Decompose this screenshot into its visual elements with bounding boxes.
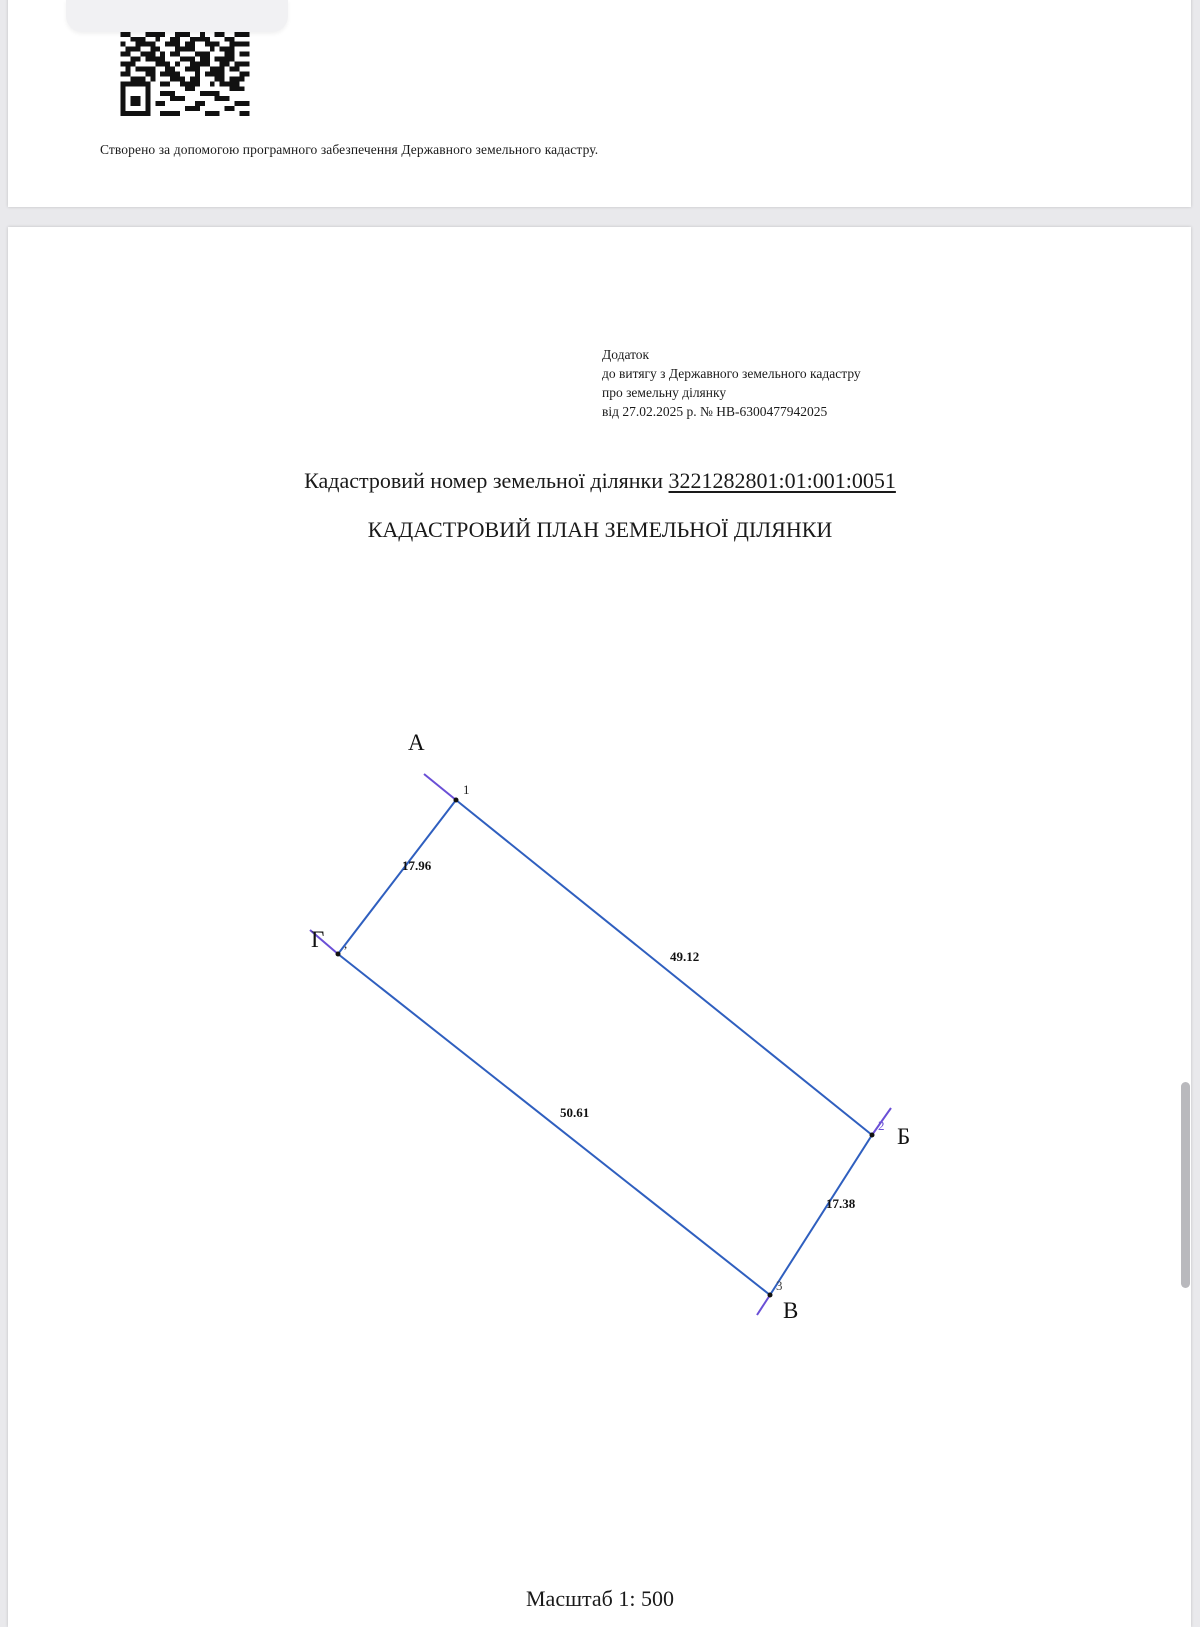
vertex-point	[768, 1293, 773, 1298]
appendix-line: про земельну ділянку	[602, 385, 727, 400]
vertex-number: 2	[878, 1118, 885, 1133]
side-length-label: 50.61	[560, 1105, 590, 1120]
vertex-number: 1	[463, 782, 470, 797]
boundary-side-a-b	[456, 800, 872, 1135]
corner-letter-g: Г	[311, 927, 325, 952]
corner-letter-a: А	[408, 730, 425, 755]
appendix-line: Додаток	[602, 347, 650, 362]
boundary-side-v-g	[338, 954, 770, 1295]
border-tick-a	[424, 774, 456, 800]
boundary-side-b-v	[770, 1135, 872, 1295]
border-tick-v	[757, 1295, 770, 1315]
plan-title: КАДАСТРОВИЙ ПЛАН ЗЕМЕЛЬНОЇ ДІЛЯНКИ	[367, 517, 833, 542]
vertical-scrollbar[interactable]	[1181, 1082, 1190, 1288]
appendix-line: від 27.02.2025 р. № НВ-6300477942025	[602, 404, 828, 419]
corner-letter-v: В	[783, 1298, 799, 1323]
vertex-point	[870, 1133, 875, 1138]
side-length-label: 17.38	[826, 1196, 856, 1211]
vertex-number: ,	[344, 936, 348, 951]
vertex-point	[336, 952, 341, 957]
vertex-number: 3	[776, 1278, 783, 1293]
vertex-point	[454, 798, 459, 803]
software-footer-note: Створено за допомогою програмного забезпечення Державного земельного кадастру.	[100, 142, 599, 157]
corner-letter-b: Б	[897, 1124, 911, 1149]
side-length-label: 49.12	[670, 949, 700, 964]
cadastral-number-label: Кадастровий номер земельної ділянки	[304, 468, 664, 493]
appendix-line: до витягу з Державного земельного кадастру	[602, 366, 861, 381]
boundary-side-g-a	[338, 800, 456, 954]
side-length-label: 17.96	[402, 858, 432, 873]
scale-label: Масштаб 1: 500	[526, 1586, 674, 1611]
cadastral-number: 3221282801:01:001:0051	[668, 468, 896, 493]
